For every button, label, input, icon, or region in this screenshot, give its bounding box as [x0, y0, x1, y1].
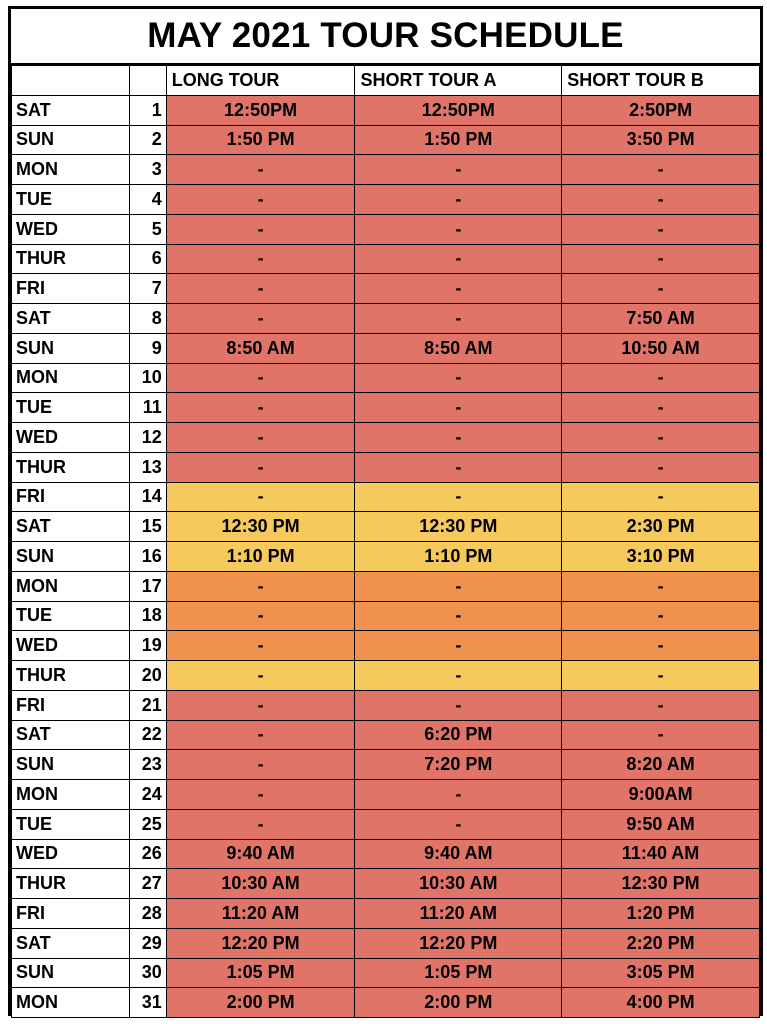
day-cell: SUN	[12, 958, 130, 988]
short-tour-b-cell: 11:40 AM	[562, 839, 760, 869]
schedule-rows	[12, 95, 760, 1017]
short-tour-a-cell: -	[355, 363, 562, 393]
short-tour-a-cell: -	[355, 452, 562, 482]
date-cell: 2	[129, 125, 166, 155]
day-cell: WED	[12, 214, 130, 244]
short-tour-a-cell: -	[355, 482, 562, 512]
date-cell: 8	[129, 304, 166, 334]
date-cell: 7	[129, 274, 166, 304]
short-tour-a-cell: -	[355, 601, 562, 631]
date-cell: 9	[129, 333, 166, 363]
table-row	[12, 125, 760, 155]
long-tour-cell: -	[166, 809, 355, 839]
table-row	[12, 601, 760, 631]
long-tour-cell: -	[166, 423, 355, 453]
long-tour-cell: -	[166, 661, 355, 691]
short-tour-b-cell: 2:50PM	[562, 95, 760, 125]
date-cell: 4	[129, 185, 166, 215]
long-tour-cell: 11:20 AM	[166, 899, 355, 929]
short-tour-a-cell: -	[355, 244, 562, 274]
short-tour-a-cell: -	[355, 631, 562, 661]
short-tour-a-cell: 6:20 PM	[355, 720, 562, 750]
day-cell: SUN	[12, 125, 130, 155]
date-cell: 22	[129, 720, 166, 750]
short-tour-b-cell: 9:00AM	[562, 780, 760, 810]
day-cell: SAT	[12, 95, 130, 125]
short-tour-b-cell: 3:10 PM	[562, 542, 760, 572]
short-tour-b-cell: -	[562, 571, 760, 601]
table-row	[12, 304, 760, 334]
schedule-table	[11, 65, 760, 1018]
short-tour-a-cell: -	[355, 423, 562, 453]
table-row	[12, 839, 760, 869]
header-row	[12, 66, 760, 96]
short-tour-b-cell: 12:30 PM	[562, 869, 760, 899]
long-tour-cell: -	[166, 363, 355, 393]
short-tour-b-cell: -	[562, 155, 760, 185]
table-row	[12, 185, 760, 215]
short-tour-a-cell: -	[355, 809, 562, 839]
short-tour-a-cell: 2:00 PM	[355, 988, 562, 1018]
date-cell: 16	[129, 542, 166, 572]
date-cell: 3	[129, 155, 166, 185]
short-tour-b-cell: -	[562, 185, 760, 215]
table-row	[12, 899, 760, 929]
day-cell: TUE	[12, 809, 130, 839]
table-row	[12, 274, 760, 304]
long-tour-cell: 1:10 PM	[166, 542, 355, 572]
short-tour-a-cell: 8:50 AM	[355, 333, 562, 363]
day-cell: TUE	[12, 185, 130, 215]
long-tour-cell: -	[166, 274, 355, 304]
long-tour-cell: 9:40 AM	[166, 839, 355, 869]
date-cell: 27	[129, 869, 166, 899]
table-row	[12, 155, 760, 185]
date-cell: 26	[129, 839, 166, 869]
short-tour-b-cell: -	[562, 423, 760, 453]
short-tour-b-cell: -	[562, 244, 760, 274]
long-tour-cell: 2:00 PM	[166, 988, 355, 1018]
day-cell: MON	[12, 988, 130, 1018]
table-row	[12, 720, 760, 750]
short-tour-b-cell: -	[562, 274, 760, 304]
day-cell: SAT	[12, 720, 130, 750]
short-tour-b-cell: -	[562, 393, 760, 423]
schedule-sheet	[8, 6, 763, 1016]
short-tour-a-cell: 7:20 PM	[355, 750, 562, 780]
short-tour-b-cell: 1:20 PM	[562, 899, 760, 929]
day-cell: THUR	[12, 661, 130, 691]
date-cell: 28	[129, 899, 166, 929]
table-row	[12, 631, 760, 661]
short-tour-a-cell: -	[355, 690, 562, 720]
day-cell: SAT	[12, 928, 130, 958]
date-cell: 24	[129, 780, 166, 810]
day-cell: SAT	[12, 304, 130, 334]
day-cell: MON	[12, 571, 130, 601]
short-tour-a-cell: -	[355, 571, 562, 601]
long-tour-cell: -	[166, 155, 355, 185]
page-title: MAY 2021 TOUR SCHEDULE	[11, 9, 760, 65]
table-row	[12, 95, 760, 125]
table-row	[12, 393, 760, 423]
table-row	[12, 869, 760, 899]
long-tour-cell: 12:20 PM	[166, 928, 355, 958]
table-row	[12, 482, 760, 512]
short-tour-a-cell: 1:05 PM	[355, 958, 562, 988]
long-tour-cell: -	[166, 214, 355, 244]
short-tour-b-cell: 10:50 AM	[562, 333, 760, 363]
date-cell: 20	[129, 661, 166, 691]
day-cell: WED	[12, 631, 130, 661]
short-tour-a-cell: -	[355, 155, 562, 185]
date-cell: 29	[129, 928, 166, 958]
long-tour-cell: 8:50 AM	[166, 333, 355, 363]
date-cell: 30	[129, 958, 166, 988]
short-tour-b-cell: 3:50 PM	[562, 125, 760, 155]
day-cell: MON	[12, 780, 130, 810]
long-tour-cell: -	[166, 750, 355, 780]
short-tour-b-cell: 9:50 AM	[562, 809, 760, 839]
short-tour-a-cell: 12:20 PM	[355, 928, 562, 958]
table-row	[12, 958, 760, 988]
long-tour-cell: -	[166, 244, 355, 274]
date-cell: 25	[129, 809, 166, 839]
date-cell: 15	[129, 512, 166, 542]
table-row	[12, 571, 760, 601]
date-cell: 12	[129, 423, 166, 453]
day-cell: TUE	[12, 393, 130, 423]
long-tour-cell: 12:30 PM	[166, 512, 355, 542]
long-tour-cell: -	[166, 304, 355, 334]
short-tour-a-cell: -	[355, 661, 562, 691]
date-cell: 23	[129, 750, 166, 780]
date-cell: 17	[129, 571, 166, 601]
day-cell: SAT	[12, 512, 130, 542]
long-tour-cell: 1:50 PM	[166, 125, 355, 155]
short-tour-b-cell: -	[562, 363, 760, 393]
table-row	[12, 750, 760, 780]
short-tour-a-cell: -	[355, 780, 562, 810]
date-cell: 31	[129, 988, 166, 1018]
long-tour-cell: 1:05 PM	[166, 958, 355, 988]
table-row	[12, 363, 760, 393]
day-cell: MON	[12, 155, 130, 185]
date-cell: 6	[129, 244, 166, 274]
day-cell: WED	[12, 839, 130, 869]
day-cell: THUR	[12, 869, 130, 899]
short-tour-b-cell: -	[562, 601, 760, 631]
short-tour-a-cell: 11:20 AM	[355, 899, 562, 929]
short-tour-b-cell: -	[562, 720, 760, 750]
day-cell: THUR	[12, 452, 130, 482]
short-tour-a-cell: 12:50PM	[355, 95, 562, 125]
day-cell: SUN	[12, 542, 130, 572]
long-tour-cell: -	[166, 452, 355, 482]
day-cell: WED	[12, 423, 130, 453]
date-cell: 11	[129, 393, 166, 423]
date-cell: 18	[129, 601, 166, 631]
long-tour-cell: -	[166, 720, 355, 750]
long-tour-cell: -	[166, 690, 355, 720]
long-tour-cell: -	[166, 631, 355, 661]
date-cell: 14	[129, 482, 166, 512]
short-tour-a-cell: -	[355, 274, 562, 304]
short-tour-b-cell: 2:20 PM	[562, 928, 760, 958]
short-tour-a-cell: 12:30 PM	[355, 512, 562, 542]
long-tour-cell: -	[166, 601, 355, 631]
date-cell: 1	[129, 95, 166, 125]
table-row	[12, 423, 760, 453]
day-cell: TUE	[12, 601, 130, 631]
short-tour-b-cell: -	[562, 452, 760, 482]
table-row	[12, 809, 760, 839]
long-tour-cell: -	[166, 571, 355, 601]
table-row	[12, 542, 760, 572]
short-tour-a-cell: -	[355, 304, 562, 334]
date-cell: 5	[129, 214, 166, 244]
short-tour-a-cell: 9:40 AM	[355, 839, 562, 869]
header-short-tour-b: SHORT TOUR B	[562, 66, 760, 96]
date-cell: 13	[129, 452, 166, 482]
table-row	[12, 661, 760, 691]
short-tour-b-cell: 8:20 AM	[562, 750, 760, 780]
table-row	[12, 333, 760, 363]
header-day-cell	[12, 66, 130, 96]
table-row	[12, 214, 760, 244]
short-tour-a-cell: -	[355, 393, 562, 423]
header-short-tour-a: SHORT TOUR A	[355, 66, 562, 96]
table-row	[12, 244, 760, 274]
day-cell: SUN	[12, 750, 130, 780]
short-tour-b-cell: -	[562, 214, 760, 244]
day-cell: FRI	[12, 899, 130, 929]
short-tour-a-cell: 10:30 AM	[355, 869, 562, 899]
table-row	[12, 452, 760, 482]
day-cell: FRI	[12, 690, 130, 720]
table-row	[12, 780, 760, 810]
short-tour-b-cell: 7:50 AM	[562, 304, 760, 334]
short-tour-b-cell: 4:00 PM	[562, 988, 760, 1018]
date-cell: 19	[129, 631, 166, 661]
long-tour-cell: -	[166, 482, 355, 512]
date-cell: 21	[129, 690, 166, 720]
day-cell: FRI	[12, 274, 130, 304]
table-row	[12, 690, 760, 720]
day-cell: SUN	[12, 333, 130, 363]
short-tour-b-cell: -	[562, 482, 760, 512]
short-tour-b-cell: 2:30 PM	[562, 512, 760, 542]
day-cell: THUR	[12, 244, 130, 274]
short-tour-a-cell: -	[355, 185, 562, 215]
long-tour-cell: 12:50PM	[166, 95, 355, 125]
long-tour-cell: -	[166, 185, 355, 215]
long-tour-cell: -	[166, 393, 355, 423]
table-row	[12, 928, 760, 958]
short-tour-b-cell: -	[562, 631, 760, 661]
short-tour-a-cell: 1:10 PM	[355, 542, 562, 572]
date-cell: 10	[129, 363, 166, 393]
short-tour-a-cell: -	[355, 214, 562, 244]
short-tour-a-cell: 1:50 PM	[355, 125, 562, 155]
short-tour-b-cell: 3:05 PM	[562, 958, 760, 988]
table-row	[12, 988, 760, 1018]
short-tour-b-cell: -	[562, 661, 760, 691]
day-cell: MON	[12, 363, 130, 393]
header-long-tour: LONG TOUR	[166, 66, 355, 96]
long-tour-cell: 10:30 AM	[166, 869, 355, 899]
day-cell: FRI	[12, 482, 130, 512]
short-tour-b-cell: -	[562, 690, 760, 720]
table-row	[12, 512, 760, 542]
header-date-cell	[129, 66, 166, 96]
long-tour-cell: -	[166, 780, 355, 810]
